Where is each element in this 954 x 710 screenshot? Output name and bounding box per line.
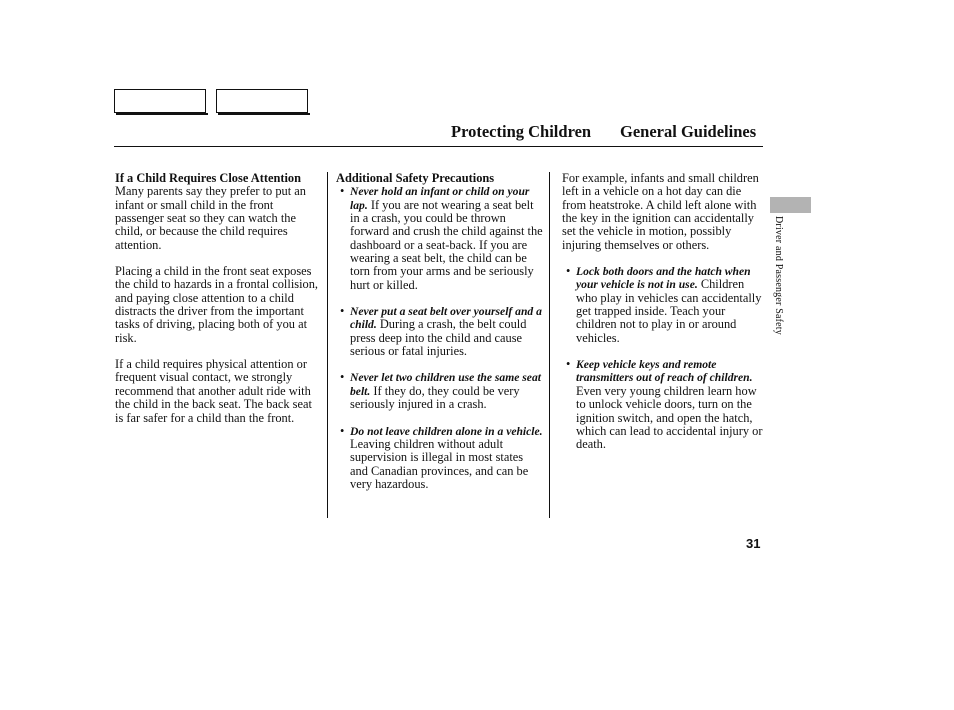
section-heading: If a Child Requires Close Attention (115, 171, 301, 185)
bullet-icon: • (340, 370, 345, 385)
page-number: 31 (746, 536, 761, 551)
bullet-item (562, 358, 765, 451)
bullet-icon: • (566, 357, 571, 372)
bullet-icon: • (566, 264, 571, 279)
column-divider (549, 172, 550, 518)
section-heading: Additional Safety Precautions (336, 171, 495, 185)
paragraph: If a child requires physical attention or frequent visual contact, we strongly recommend that another adult ride with the child in the back seat. The back seat is far safer for a child than the front. (115, 357, 312, 425)
bullet-item (336, 425, 543, 492)
bullet-lead: Never let two children use the same seat belt. (350, 371, 541, 398)
page-title: Protecting Children (451, 122, 592, 141)
column-divider (327, 172, 328, 518)
header-rule (114, 146, 763, 147)
column-safety-precautions (336, 172, 543, 504)
bullet-lead: Never put a seat belt over yourself and a child. (350, 305, 542, 332)
section-tab (770, 197, 811, 213)
bullet-item (336, 185, 543, 292)
bullet-item (562, 265, 765, 345)
bullet-text: Children who play in vehicles can accidentally get trapped inside. Teach your children not to play in or around vehicles. (576, 277, 762, 345)
section-side-label: Driver and Passenger Safety (773, 216, 784, 335)
column-example (562, 172, 765, 465)
bullet-text: Leaving children without adult supervision is illegal in most states and Canadian provinces, and can be very hazardous. (350, 436, 529, 491)
bullet-lead: Never hold an infant or child on your lap. (350, 185, 530, 212)
bullet-lead: Keep vehicle keys and remote transmitters out of reach of children. (576, 358, 753, 385)
column-close-attention (115, 172, 323, 438)
page-subtitle: General Guidelines (620, 122, 757, 141)
bullet-lead: Do not leave children alone in a vehicle. (350, 424, 543, 438)
bullet-icon: • (340, 423, 345, 438)
paragraph: Many parents say they prefer to put an infant or small child in the front passenger seat so they can watch the child, or because the child requires attention. (115, 184, 306, 252)
paragraph: Placing a child in the front seat exposes the child to hazards in a frontal collision, and paying close attention to a child distracts the driver from the important tasks of driving, placing both of you at risk. (115, 264, 319, 345)
bullet-text: Even very young children learn how to unlock vehicle doors, turn on the ignition switch, and open the hatch, which can lead to accidental injury or death. (576, 383, 763, 452)
bullet-item (336, 371, 543, 411)
paragraph: For example, infants and small children left in a vehicle on a hot day can die from heatstroke. A child left alone with the key in the ignition can accidentally set the vehicle in motion, possibly injuring themselves or others. (562, 171, 759, 252)
index-nav-button[interactable] (216, 89, 308, 113)
bullet-lead: Lock both doors and the hatch when your vehicle is not in use. (576, 265, 751, 292)
bullet-text: During a crash, the belt could press deep into the child and cause serious or fatal injuries. (350, 317, 527, 359)
bullet-text: If they do, they could be very seriously injured in a crash. (350, 383, 520, 412)
bullet-icon: • (340, 184, 345, 199)
bullet-icon: • (340, 304, 345, 319)
bullet-text: If you are not wearing a seat belt in a crash, you could be thrown forward and crush the child against the dashboard or a seat-back. If you are wearing a seat belt, the child can be torn from your arms and be seriously hurt or killed. (350, 197, 543, 292)
bullet-item (336, 305, 543, 358)
contents-nav-button[interactable] (114, 89, 206, 113)
